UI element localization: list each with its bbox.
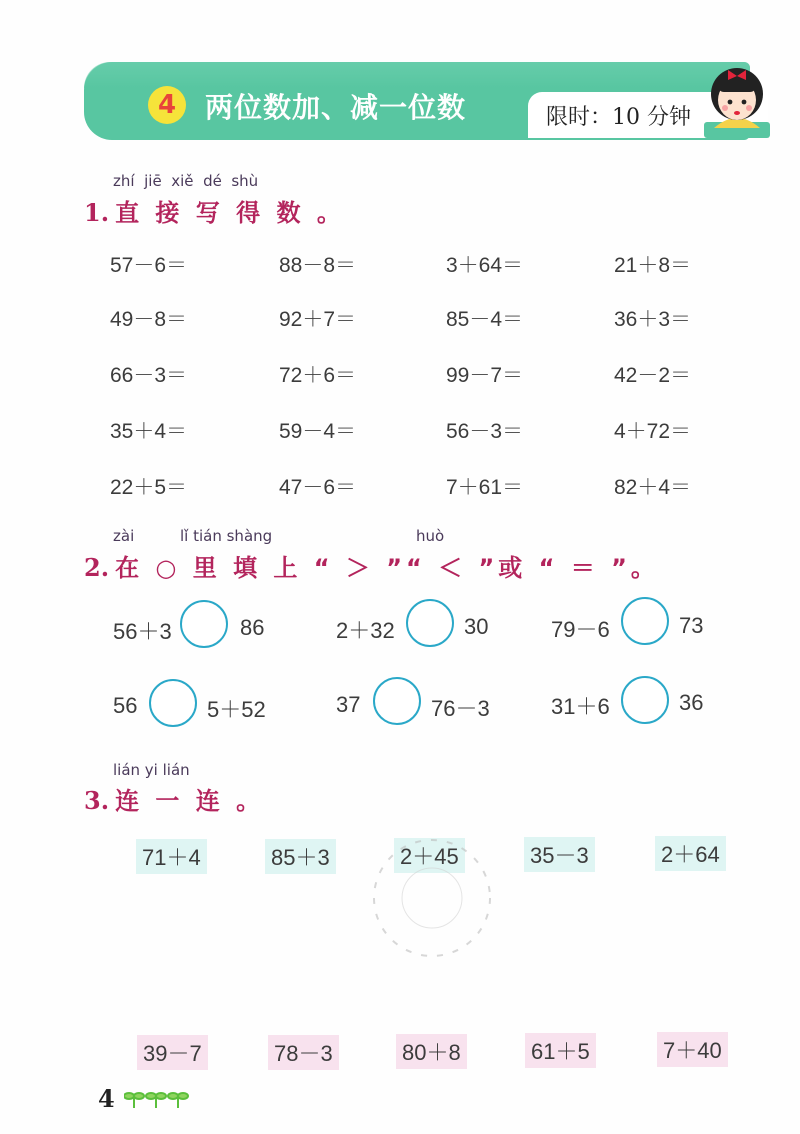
page-number: 4 — [98, 1084, 115, 1113]
equation: 49－8＝ — [110, 308, 188, 331]
section1-title: 1. 直 接 写 得 数 。 — [84, 198, 345, 227]
equation: 57－6＝ — [110, 254, 188, 277]
section1-pinyin: zhí jiē xiě dé shù — [113, 172, 259, 190]
lesson-title: 两位数加、减一位数 — [205, 91, 467, 124]
equation: 88－8＝ — [279, 254, 357, 277]
watermark-stamp-icon — [362, 828, 502, 968]
compare-left: 56＋3 — [113, 619, 172, 644]
answer-circle[interactable] — [149, 679, 197, 727]
answer-circle[interactable] — [373, 677, 421, 725]
equation: 35＋4＝ — [110, 420, 188, 443]
equation: 36＋3＝ — [614, 308, 692, 331]
equation: 85－4＝ — [446, 308, 524, 331]
match-item-bottom[interactable]: 39－7 — [137, 1035, 208, 1070]
lesson-number-badge: 4 — [148, 86, 186, 124]
compare-right: 86 — [240, 615, 265, 640]
equation: 72＋6＝ — [279, 364, 357, 387]
answer-circle[interactable] — [406, 599, 454, 647]
compare-left: 2＋32 — [336, 618, 395, 643]
equation: 82＋4＝ — [614, 476, 692, 499]
equation: 59－4＝ — [279, 420, 357, 443]
time-limit-label: 限时：10 分钟 — [546, 105, 691, 130]
equation: 22＋5＝ — [110, 476, 188, 499]
match-item-bottom[interactable]: 80＋8 — [396, 1034, 467, 1069]
match-item-top[interactable]: 2＋64 — [655, 836, 726, 871]
answer-circle[interactable] — [180, 600, 228, 648]
girl-illustration-icon — [700, 60, 774, 140]
equation: 47－6＝ — [279, 476, 357, 499]
compare-left: 31＋6 — [551, 694, 610, 719]
equation: 99－7＝ — [446, 364, 524, 387]
compare-right: 36 — [679, 690, 704, 715]
match-item-top[interactable]: 71＋4 — [136, 839, 207, 874]
equation: 66－3＝ — [110, 364, 188, 387]
answer-circle[interactable] — [621, 676, 669, 724]
compare-right: 30 — [464, 614, 489, 639]
match-item-bottom[interactable]: 78－3 — [268, 1035, 339, 1070]
equation: 3＋64＝ — [446, 254, 524, 277]
equation: 92＋7＝ — [279, 308, 357, 331]
section2-title: 2. 在 ○ 里 填 上 “ ＞ ”“ ＜ ”或 “ ＝ ”。 — [84, 553, 659, 582]
section2-pinyin-huo: huò — [416, 527, 445, 545]
compare-right: 73 — [679, 613, 704, 638]
section3-pinyin: lián yi lián — [113, 761, 190, 779]
equation: 21＋8＝ — [614, 254, 692, 277]
compare-right: 5＋52 — [207, 697, 266, 722]
section2-pinyin-zai: zài — [113, 527, 135, 545]
match-item-top[interactable]: 85＋3 — [265, 839, 336, 874]
match-item-top[interactable]: 2＋45 — [394, 838, 465, 873]
match-item-bottom[interactable]: 7＋40 — [657, 1032, 728, 1067]
section2-pinyin-li-tian-shang: lǐ tián shàng — [180, 527, 273, 545]
compare-right: 76－3 — [431, 696, 490, 721]
equation: 42－2＝ — [614, 364, 692, 387]
compare-left: 79－6 — [551, 617, 610, 642]
section3-title: 3. 连 一 连 。 — [84, 786, 265, 815]
match-item-bottom[interactable]: 61＋5 — [525, 1033, 596, 1068]
compare-left: 37 — [336, 692, 361, 717]
header-banner-highlight — [84, 62, 750, 88]
answer-circle[interactable] — [621, 597, 669, 645]
match-item-top[interactable]: 35－3 — [524, 837, 595, 872]
sprout-decoration-icon — [124, 1088, 190, 1110]
equation: 7＋61＝ — [446, 476, 524, 499]
equation: 56－3＝ — [446, 420, 524, 443]
equation: 4＋72＝ — [614, 420, 692, 443]
compare-left: 56 — [113, 693, 138, 718]
